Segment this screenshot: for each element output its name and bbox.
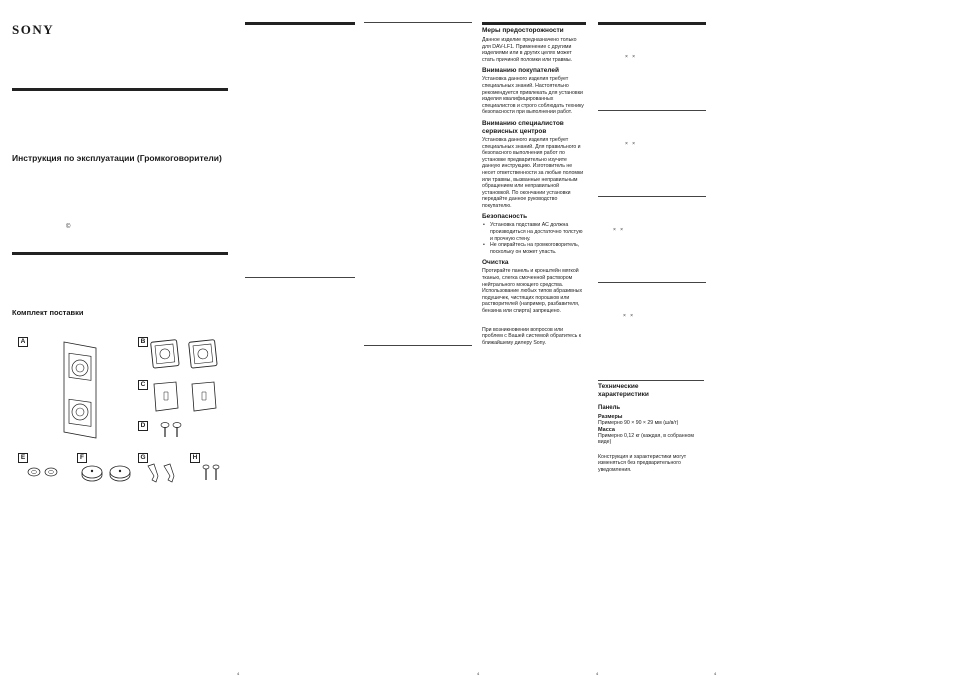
part-c-covers-illustration bbox=[150, 380, 220, 414]
part-label-b: B bbox=[138, 337, 148, 347]
col5-rule-4 bbox=[598, 282, 706, 283]
part-a-bracket-illustration bbox=[60, 340, 100, 440]
dimension-mark-3: × × bbox=[613, 227, 624, 233]
customers-text: Установка данного изделия требует специальных знаний. Настоятельно рекомендуется привлекать для установки изделия квалифицированных специалистов и строго соблюдать технику безопасности при выполнении работ. bbox=[482, 76, 584, 116]
specs-section bbox=[598, 383, 704, 474]
col5-rule-3 bbox=[598, 196, 706, 197]
mass-value: Примерно 0,12 кг (каждая, в собранном виде) bbox=[598, 432, 694, 446]
part-label-e: E bbox=[18, 453, 28, 463]
cover-top-rule bbox=[12, 88, 228, 91]
dimension-mark-2: × × bbox=[625, 141, 636, 147]
safety-item: • Установка подставки АС должна производиться на достаточно толстую и прочную стену. bbox=[490, 222, 584, 242]
specs-note: Конструкция и характеристики могут изменяться без предварительного уведомления. bbox=[598, 453, 687, 473]
part-d-screws-illustration bbox=[160, 421, 184, 441]
col2-mid-rule bbox=[245, 277, 355, 278]
page-mark: 4 bbox=[596, 671, 599, 676]
part-label-a: A bbox=[18, 337, 28, 347]
col5-rule-2 bbox=[598, 110, 706, 111]
col3-top-rule bbox=[364, 22, 472, 23]
part-g-clips-illustration bbox=[146, 462, 180, 484]
cleaning-text: Протирайте панель и кронштейн мягкой тканью, слегка смоченной раствором нейтрального моющего средства. Использование любых типов абразивных подушечек, чистящих порошков или растворителей (например, разбавителя, бензина или спирта) запрещено. bbox=[482, 268, 583, 314]
safety-heading: Безопасность bbox=[482, 213, 528, 221]
part-label-h: H bbox=[190, 453, 200, 463]
col2-top-rule bbox=[245, 22, 355, 25]
precautions-intro: Данное изделие предназначено только для DAV-LF1. Применение с другими изделиями или в других целях может стать причиной поломки или травмы. bbox=[482, 37, 577, 63]
part-label-g: G bbox=[138, 453, 148, 463]
service-heading: Вниманию специалистов сервисных центров bbox=[482, 119, 564, 135]
col4-top-rule bbox=[482, 22, 586, 25]
safety-list bbox=[482, 222, 584, 255]
specs-heading: Технические характеристики bbox=[598, 383, 649, 398]
part-f-spacers-illustration bbox=[80, 463, 135, 483]
cleaning-heading: Очистка bbox=[482, 259, 509, 267]
mass-label: Масса bbox=[598, 426, 615, 433]
dimension-mark-1: × × bbox=[625, 54, 636, 60]
service-text: Установка данного изделия требует специальных знаний. Для правильного и безопасного выполнения работ по установке предварительно изучите данную инструкцию. Изготовитель не несет ответственности за любые поломки или травмы, вызванные неправильным обращением или неправильной установкой. По окончании установки передайте данное руководство покупателю. bbox=[482, 136, 584, 209]
sony-logo: SONY bbox=[12, 22, 55, 37]
size-label: Размеры bbox=[598, 414, 623, 420]
customers-heading: Вниманию покупателей bbox=[482, 67, 559, 75]
precautions-heading: Меры предосторожности bbox=[482, 27, 564, 34]
panel-heading: Панель bbox=[598, 405, 621, 411]
page-mark: 4 bbox=[477, 671, 480, 676]
page-mark: 4 bbox=[237, 671, 240, 676]
size-value: Примерно 90 × 90 × 29 мм (ш/в/г) bbox=[598, 420, 679, 426]
copyright-mark: © bbox=[66, 224, 71, 230]
part-h-bolts-illustration bbox=[202, 464, 222, 482]
part-b-plates-illustration bbox=[150, 338, 220, 374]
part-e-washers-illustration bbox=[26, 464, 60, 480]
cover-mid-rule bbox=[12, 252, 228, 255]
contents-heading: Комплект поставки bbox=[12, 308, 84, 317]
col5-top-rule bbox=[598, 22, 706, 25]
contact-text: При возникновении вопросов или проблем с Вашей системой обратитесь к ближайшему дилеру Sony. bbox=[482, 326, 582, 346]
specs-rule bbox=[598, 380, 704, 381]
dimension-mark-4: × × bbox=[623, 313, 634, 319]
part-label-c: C bbox=[138, 380, 148, 390]
page-mark: 4 bbox=[714, 671, 717, 676]
part-label-d: D bbox=[138, 421, 148, 431]
safety-item: • Не опирайтесь на громкоговоритель, поскольку он может упасть. bbox=[490, 242, 584, 255]
cover-title: Инструкция по эксплуатации (Громкоговорители) bbox=[12, 153, 222, 163]
precautions-section bbox=[482, 27, 584, 346]
col3-mid-rule bbox=[364, 345, 472, 346]
part-label-f: F bbox=[77, 453, 87, 463]
